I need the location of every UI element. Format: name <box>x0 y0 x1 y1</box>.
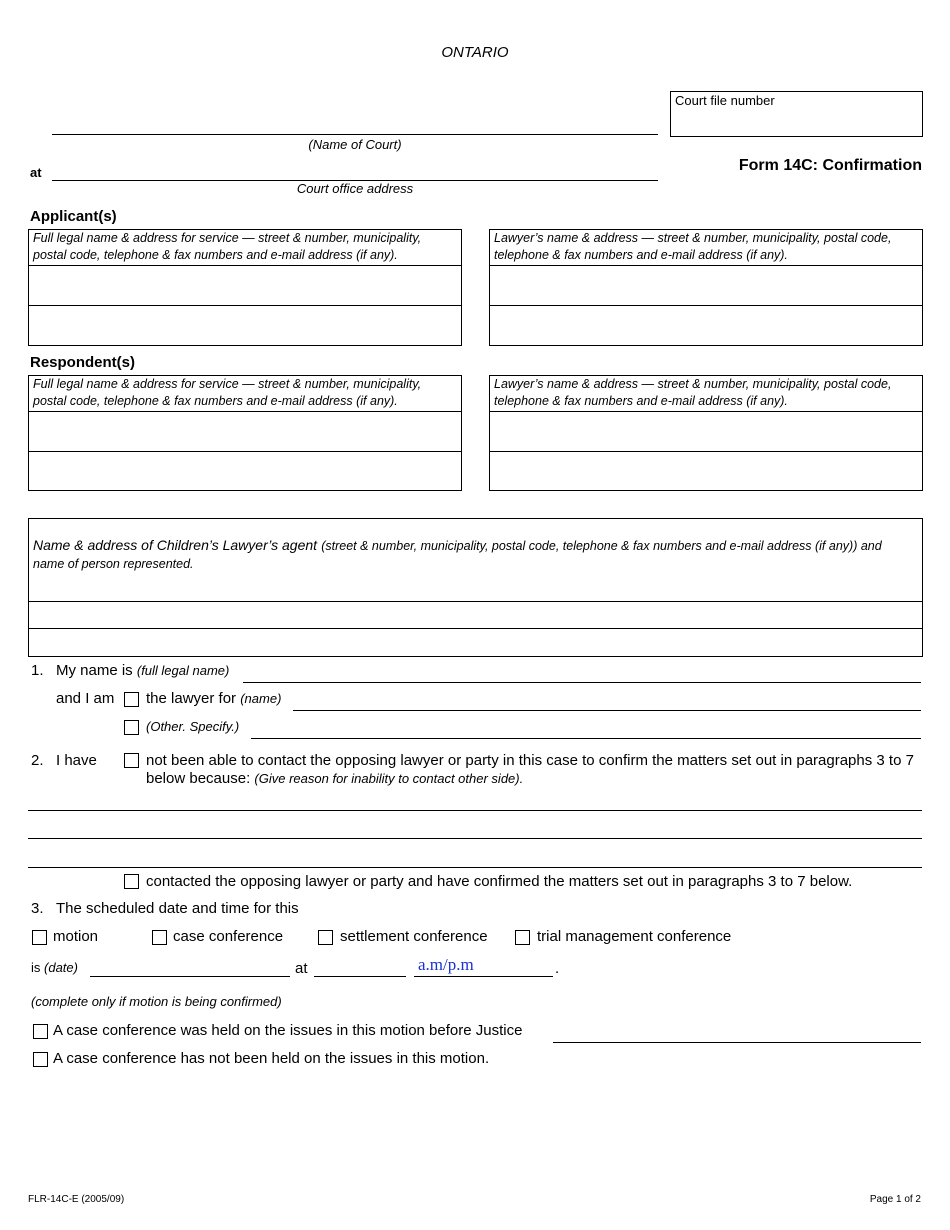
trial-management-conference-label: trial management conference <box>537 928 732 945</box>
childrens-lawyer-label: Name & address of Children’s Lawyer’s agent <box>33 537 318 553</box>
case-conference-held-text: A case conference was held on the issues in this motion before Justice <box>53 1022 523 1039</box>
section-2-number: 2. <box>31 752 44 769</box>
complete-only-hint: (complete only if motion is being confirmed) <box>31 994 282 1009</box>
lawyer-for-label: the lawyer for <box>146 690 237 707</box>
full-legal-name-hint: (full legal name) <box>136 663 230 678</box>
respondent-lawyer-hint: Lawyer’s name & address — street & number, municipality, postal code, telephone & fax numbers and e-mail address (if any). <box>494 377 892 408</box>
contacted-checkbox[interactable] <box>124 874 139 889</box>
not-able-to-contact-checkbox[interactable] <box>124 753 139 768</box>
trial-management-conference-checkbox[interactable] <box>515 930 530 945</box>
respondents-heading: Respondent(s) <box>30 354 135 371</box>
reason-hint: (Give reason for inability to contact other side). <box>254 771 524 786</box>
childrens-lawyer-caption <box>33 537 882 573</box>
at-label: at <box>30 165 42 180</box>
applicants-heading: Applicant(s) <box>30 208 117 225</box>
divider <box>29 265 461 266</box>
section-3-number: 3. <box>31 900 44 917</box>
divider <box>490 411 922 412</box>
name-hint: (name) <box>240 691 282 706</box>
not-able-to-contact-text: not been able to contact the opposing lawyer or party in this case to confirm the matters set out in paragraphs 3 to 7 below because: <box>146 752 914 787</box>
divider <box>29 451 461 452</box>
name-of-court-label: (Name of Court) <box>308 137 402 152</box>
applicant-party-hint: Full legal name & address for service — street & number, municipality, postal code, telephone & fax numbers and e-mail address (if any). <box>33 231 422 262</box>
case-conference-checkbox[interactable] <box>152 930 167 945</box>
case-conference-label: case conference <box>173 928 284 945</box>
motion-checkbox[interactable] <box>32 930 47 945</box>
childrens-lawyer-box[interactable] <box>28 518 923 657</box>
case-conference-not-held-text: A case conference has not been held on the issues in this motion. <box>53 1050 490 1067</box>
time-input[interactable] <box>314 976 406 977</box>
applicant-party-box[interactable] <box>28 229 462 346</box>
settlement-conference-checkbox[interactable] <box>318 930 333 945</box>
lawyer-for-name-input[interactable] <box>293 710 921 711</box>
contacted-text: contacted the opposing lawyer or party and have confirmed the matters set out in paragraphs 3 to 7 below. <box>146 873 853 890</box>
lawyer-for-row <box>146 690 281 707</box>
at-time-label: at <box>295 960 308 977</box>
justice-name-input[interactable] <box>553 1042 921 1043</box>
i-have-label: I have <box>56 752 97 769</box>
other-specify-label: (Other. Specify.) <box>146 719 240 734</box>
form-title: Form 14C: Confirmation <box>738 157 922 174</box>
divider <box>29 601 922 602</box>
page-number: Page 1 of 2 <box>869 1194 921 1205</box>
other-specify-input[interactable] <box>251 738 921 739</box>
case-conference-not-held-checkbox[interactable] <box>33 1052 48 1067</box>
section-3-intro: The scheduled date and time for this <box>56 900 299 917</box>
divider <box>29 411 461 412</box>
divider <box>490 265 922 266</box>
divider <box>490 305 922 306</box>
date-hint: (date) <box>44 960 78 975</box>
court-file-number-label: Court file number <box>675 93 775 108</box>
case-conference-held-checkbox[interactable] <box>33 1024 48 1039</box>
childrens-lawyer-hint: (street & number, municipality, postal code, telephone & fax numbers and e-mail address (if any)) and name of person represented. <box>33 539 882 571</box>
not-able-to-contact-text-block <box>146 752 921 788</box>
lawyer-for-checkbox[interactable] <box>124 692 139 707</box>
date-input[interactable] <box>90 976 290 977</box>
section-1-row <box>56 662 229 679</box>
applicant-lawyer-box[interactable] <box>489 229 923 346</box>
applicant-lawyer-hint: Lawyer’s name & address — street & number, municipality, postal code, telephone & fax numbers and e-mail address (if any). <box>494 231 892 262</box>
reason-line-2[interactable] <box>28 838 922 839</box>
ampm-value: a.m/p.m <box>418 955 474 974</box>
court-office-address-label: Court office address <box>296 181 414 196</box>
divider <box>29 628 922 629</box>
settlement-conference-label: settlement conference <box>340 928 488 945</box>
is-label: is <box>31 960 41 975</box>
respondent-lawyer-box[interactable] <box>489 375 923 491</box>
divider <box>490 451 922 452</box>
reason-line-1[interactable] <box>28 810 922 811</box>
period: . <box>555 960 560 977</box>
ampm-input[interactable] <box>414 976 553 977</box>
section-1-number: 1. <box>31 662 44 679</box>
respondent-party-hint: Full legal name & address for service — street & number, municipality, postal code, telephone & fax numbers and e-mail address (if any). <box>33 377 422 408</box>
is-date-row <box>31 960 78 975</box>
province-heading: ONTARIO <box>441 44 509 61</box>
my-name-is-label: My name is <box>56 662 133 679</box>
respondent-party-box[interactable] <box>28 375 462 491</box>
court-file-number-field[interactable] <box>670 91 923 137</box>
name-of-court-input[interactable] <box>52 134 658 135</box>
full-legal-name-input[interactable] <box>243 682 921 683</box>
divider <box>29 305 461 306</box>
form-code: FLR-14C-E (2005/09) <box>28 1194 125 1205</box>
reason-line-3[interactable] <box>28 867 922 868</box>
other-specify-checkbox[interactable] <box>124 720 139 735</box>
motion-label: motion <box>53 928 99 945</box>
and-i-am-label: and I am <box>56 690 115 707</box>
